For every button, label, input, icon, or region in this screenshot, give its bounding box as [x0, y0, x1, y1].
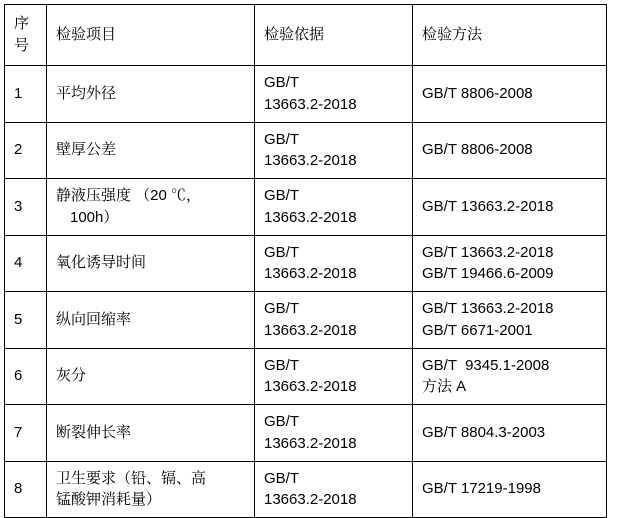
table-body [5, 66, 607, 518]
cell-basis-line2: 13663.2-2018 [264, 491, 357, 509]
table-header-row [5, 5, 607, 66]
cell-method-line2: GB/T 6671-2001 [422, 321, 533, 339]
cell-method-line1: GB/T 17219-1998 [422, 480, 541, 498]
inspection-items-table [4, 4, 607, 518]
cell-basis [255, 235, 413, 292]
cell-method-line1: GB/T 8804.3-2003 [422, 423, 546, 441]
cell-basis-line2: 13663.2-2018 [264, 321, 357, 339]
cell-no: 6 [5, 348, 47, 405]
cell-basis-line1: GB/T [264, 130, 300, 148]
cell-basis-line1: GB/T [264, 300, 300, 317]
cell-basis-line2: 13663.2-2018 [264, 265, 357, 283]
table-row [5, 122, 607, 179]
cell-item-line1: 卫生要求（铅、镉、高 [56, 469, 207, 487]
cell-basis-line1: GB/T [264, 469, 300, 487]
cell-no: 5 [5, 292, 47, 349]
cell-item: 壁厚公差 [47, 122, 255, 179]
cell-method-line2: GB/T 19466.6-2009 [422, 265, 554, 283]
cell-item: 平均外径 [47, 66, 255, 123]
document-page [0, 4, 627, 509]
cell-method [413, 405, 607, 462]
cell-basis-line1: GB/T [264, 356, 300, 374]
cell-basis [255, 292, 413, 349]
cell-item [47, 461, 255, 518]
cell-method [413, 122, 607, 179]
cell-item: 纵向回缩率 [47, 292, 255, 349]
cell-no: 1 [5, 66, 47, 123]
table-row [5, 235, 607, 292]
table-row [5, 461, 607, 518]
cell-basis [255, 405, 413, 462]
cell-basis [255, 348, 413, 405]
cell-item-line1: 静液压强度 （20 ℃， [56, 187, 202, 204]
cell-basis-line2: 13663.2-2018 [264, 95, 357, 113]
cell-basis [255, 66, 413, 123]
table-row [5, 179, 607, 236]
table-row [5, 292, 607, 349]
cell-basis [255, 122, 413, 179]
cell-no: 3 [5, 179, 47, 236]
cell-item: 氧化诱导时间 [47, 235, 255, 292]
cell-item: 灰分 [47, 348, 255, 405]
cell-item: 断裂伸长率 [47, 405, 255, 462]
cell-method [413, 348, 607, 405]
cell-basis [255, 179, 413, 236]
cell-basis-line2: 13663.2-2018 [264, 152, 357, 170]
column-header-no-text: 序 号 [14, 15, 30, 54]
cell-method-line1: GB/T 13663.2-2018 [422, 300, 554, 317]
cell-method-line1: GB/T 13663.2-2018 [422, 243, 554, 261]
cell-method [413, 461, 607, 518]
column-header-item: 检验项目 [47, 5, 255, 66]
cell-method-line2: 方法 A [422, 378, 467, 396]
column-header-basis: 检验依据 [255, 5, 413, 66]
cell-no: 4 [5, 235, 47, 292]
cell-item-line2: 锰酸钾消耗量） [56, 491, 162, 509]
cell-no: 2 [5, 122, 47, 179]
cell-basis-line1: GB/T [264, 413, 300, 430]
column-header-no [5, 5, 47, 66]
cell-basis-line2: 13663.2-2018 [264, 208, 357, 226]
cell-method-line1: GB/T 9345.1-2008 [422, 356, 550, 374]
cell-method [413, 235, 607, 292]
table-row [5, 348, 607, 405]
cell-method-line1: GB/T 13663.2-2018 [422, 197, 554, 215]
cell-no: 7 [5, 405, 47, 462]
cell-basis-line2: 13663.2-2018 [264, 378, 357, 396]
cell-basis-line1: GB/T [264, 243, 300, 261]
table-row [5, 405, 607, 462]
column-header-method: 检验方法 [413, 5, 607, 66]
table-row [5, 66, 607, 123]
table-header [5, 5, 607, 66]
cell-method-line1: GB/T 8806-2008 [422, 141, 533, 159]
cell-basis-line1: GB/T [264, 74, 300, 91]
cell-method [413, 179, 607, 236]
cell-basis [255, 461, 413, 518]
cell-no: 8 [5, 461, 47, 518]
cell-item [47, 179, 255, 236]
cell-basis-line1: GB/T [264, 187, 300, 204]
cell-basis-line2: 13663.2-2018 [264, 434, 357, 452]
cell-method-line1: GB/T 8806-2008 [422, 84, 533, 102]
cell-method [413, 292, 607, 349]
cell-item-line2: 100h） [70, 208, 119, 226]
cell-method [413, 66, 607, 123]
